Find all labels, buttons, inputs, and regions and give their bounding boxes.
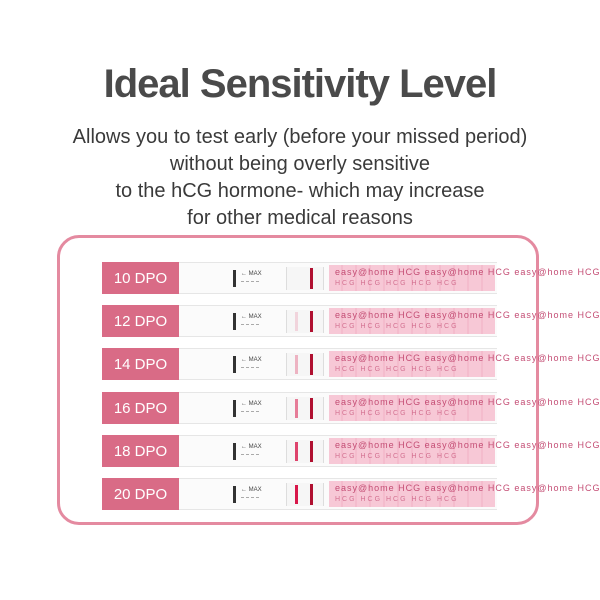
max-label: ← MAX <box>241 487 262 493</box>
dpo-label: 16 DPO <box>102 392 179 424</box>
handle-brand-text: easy@home HCG easy@home HCG easy@home HCG <box>335 397 600 407</box>
test-line <box>295 442 298 461</box>
test-line <box>295 312 298 331</box>
strip-handle <box>329 265 600 291</box>
handle-brand-text: easy@home HCG easy@home HCG easy@home HCG <box>335 353 600 363</box>
test-strip <box>179 435 600 467</box>
test-strip <box>179 392 600 424</box>
test-strip <box>179 305 600 337</box>
handle-brand-text-sub: HCG HCG HCG HCG HCG <box>335 410 459 417</box>
strip-notch <box>233 486 236 503</box>
control-line <box>310 354 313 375</box>
result-window <box>286 267 324 290</box>
handle-brand-text: easy@home HCG easy@home HCG easy@home HCG <box>335 440 600 450</box>
result-window <box>286 310 324 333</box>
handle-brand-text: easy@home HCG easy@home HCG easy@home HCG <box>335 267 600 277</box>
control-line <box>310 398 313 419</box>
dpo-row <box>102 478 600 510</box>
strip-notch <box>233 400 236 417</box>
strip-dashes <box>241 367 259 368</box>
strip-dashes <box>241 411 259 412</box>
dpo-row <box>102 435 600 467</box>
result-window <box>286 483 324 506</box>
dpo-row <box>102 262 600 294</box>
dpo-row <box>102 348 600 380</box>
dpo-label: 18 DPO <box>102 435 179 467</box>
handle-brand-text-sub: HCG HCG HCG HCG HCG <box>335 453 459 460</box>
strip-handle <box>329 351 600 377</box>
test-line <box>295 485 298 504</box>
strip-notch <box>233 313 236 330</box>
strip-dashes <box>241 497 259 498</box>
subtitle-line-1: Allows you to test early (before your missed period) <box>72 126 528 148</box>
subtitle-line-3: to the hCG hormone- which may increase <box>115 180 485 202</box>
handle-brand-text-sub: HCG HCG HCG HCG HCG <box>335 323 459 330</box>
dpo-row <box>102 392 600 424</box>
dpo-row <box>102 305 600 337</box>
strip-notch <box>233 356 236 373</box>
strip-notch <box>233 270 236 287</box>
max-label: ← MAX <box>241 271 262 277</box>
test-line <box>295 355 298 374</box>
result-window <box>286 397 324 420</box>
dpo-label: 10 DPO <box>102 262 179 294</box>
page-title: Ideal Sensitivity Level <box>103 62 497 106</box>
handle-brand-text-sub: HCG HCG HCG HCG HCG <box>335 280 459 287</box>
subtitle-line-2: without being overly sensitive <box>169 153 431 175</box>
result-window <box>286 440 324 463</box>
strip-dashes <box>241 454 259 455</box>
dpo-label: 12 DPO <box>102 305 179 337</box>
result-window <box>286 353 324 376</box>
test-strip <box>179 348 600 380</box>
max-label: ← MAX <box>241 357 262 363</box>
max-label: ← MAX <box>241 401 262 407</box>
handle-brand-text: easy@home HCG easy@home HCG easy@home HCG <box>335 310 600 320</box>
subtitle-line-4: for other medical reasons <box>187 207 413 229</box>
max-label: ← MAX <box>241 444 262 450</box>
test-strip <box>179 478 600 510</box>
control-line <box>310 484 313 505</box>
handle-brand-text-sub: HCG HCG HCG HCG HCG <box>335 496 459 503</box>
test-strip <box>179 262 600 294</box>
dpo-label: 14 DPO <box>102 348 179 380</box>
subtitle <box>0 124 600 232</box>
control-line <box>310 441 313 462</box>
control-line <box>310 311 313 332</box>
strip-handle <box>329 395 600 421</box>
strip-dashes <box>241 324 259 325</box>
handle-brand-text-sub: HCG HCG HCG HCG HCG <box>335 366 459 373</box>
strip-dashes <box>241 281 259 282</box>
strip-handle <box>329 438 600 464</box>
strip-handle <box>329 308 600 334</box>
control-line <box>310 268 313 289</box>
handle-brand-text: easy@home HCG easy@home HCG easy@home HCG <box>335 483 600 493</box>
test-line <box>295 399 298 418</box>
strip-notch <box>233 443 236 460</box>
strip-handle <box>329 481 600 507</box>
dpo-label: 20 DPO <box>102 478 179 510</box>
max-label: ← MAX <box>241 314 262 320</box>
